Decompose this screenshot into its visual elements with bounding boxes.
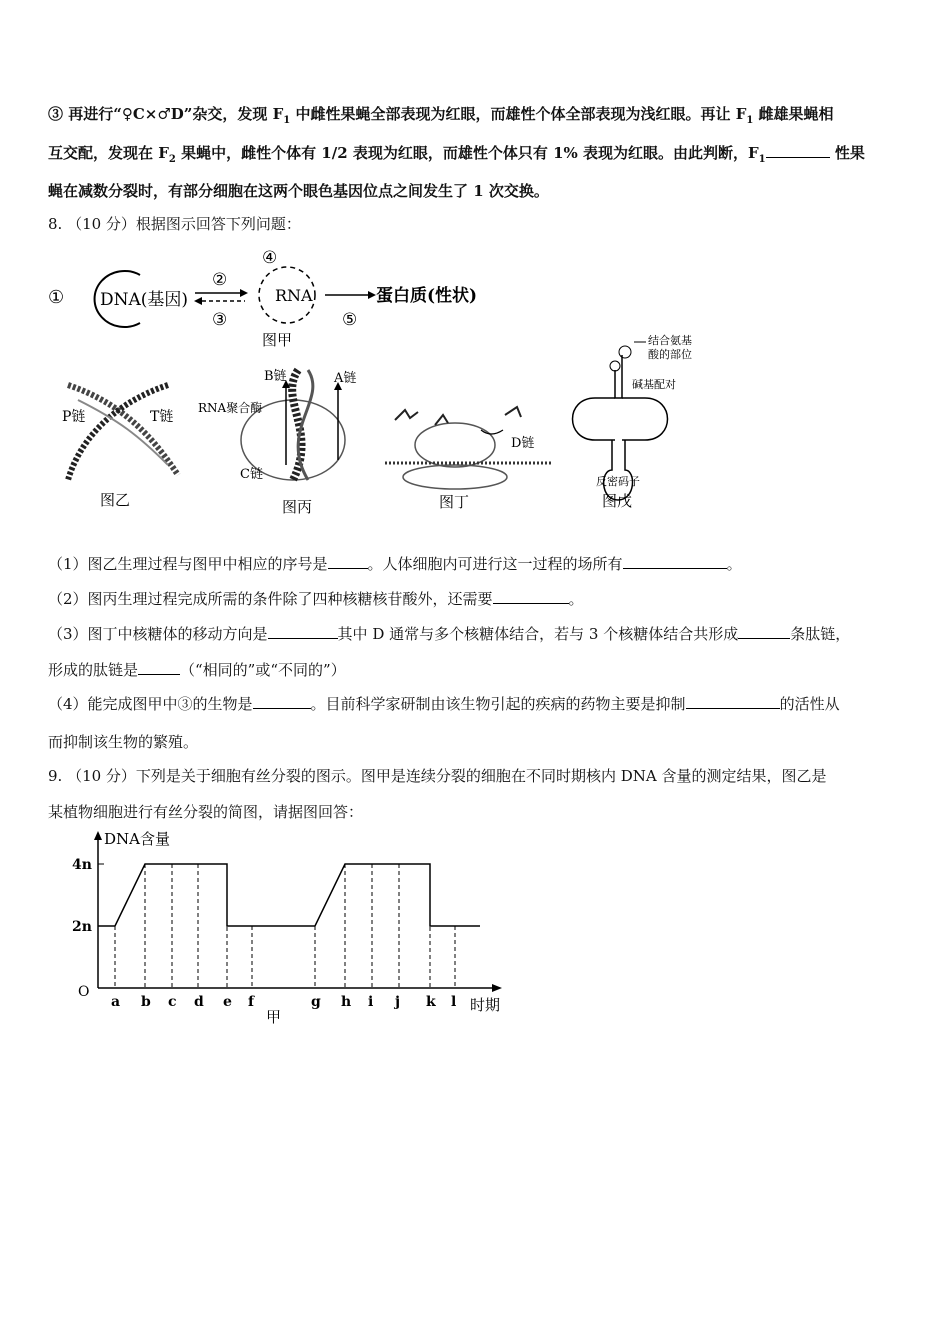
b-strand-label: B链 (264, 369, 287, 384)
q8-sub-3-cont: 形成的肽链是 （“相同的”或“不同的”） (48, 661, 346, 679)
x-tick-label: h (341, 994, 352, 1010)
y-tick-label: 4n (72, 857, 92, 873)
t-strand-label: T链 (150, 409, 174, 425)
label-4: ④ (262, 248, 278, 268)
figure-ding (375, 395, 555, 515)
x-tick-label: j (395, 994, 401, 1010)
q8-header: 8. （10 分）根据图示回答下列问题： (48, 215, 301, 233)
caption-wu: 图戊 (602, 492, 633, 510)
x-tick-label: b (141, 994, 151, 1010)
protein-label: 蛋白质(性状) (376, 286, 478, 306)
figure-yi (48, 365, 198, 515)
x-tick-label: g (311, 994, 321, 1010)
label-2: ② (212, 270, 228, 290)
y-tick-label: 2n (72, 919, 92, 935)
x-tick-label: d (194, 994, 204, 1010)
q9-line-2: 某植物细胞进行有丝分裂的简图，请据图回答： (48, 803, 364, 821)
label-1: ① (48, 287, 65, 308)
answer-blank[interactable] (686, 696, 780, 709)
q9-line-1: 9. （10 分）下列是关于细胞有丝分裂的图示。图甲是连续分裂的细胞在不同时期核内 DNA 含量的测定结果，图乙是 (48, 767, 827, 785)
answer-blank[interactable] (253, 696, 311, 709)
q8-sub-4-cont: 而抑制该生物的繁殖。 (48, 733, 199, 751)
figure-wu (560, 330, 730, 520)
chart-title: 甲 (266, 1008, 282, 1026)
q8-sub-1: （1）图乙生理过程与图甲中相应的序号是 。人体细胞内可进行这一过程的场所有 。 (48, 555, 742, 573)
p-strand-label: P链 (62, 409, 86, 425)
rna-polymerase-label: RNA聚合酶 (198, 401, 263, 415)
origin-label: O (78, 984, 90, 1000)
q7-line-2: 互交配，发现在 $F_2$ 果蝇中，雌性个体有 1/2 表现为红眼，而雄性个体只有 1% 表现为红眼。由此判断，$F_1$ 性果 (48, 144, 865, 165)
anticodon-label: 反密码子 (596, 475, 640, 488)
q7-line-3: 蝇在减数分裂时，有部分细胞在这两个眼色基因位点之间发生了 1 次交换。 (48, 182, 549, 200)
answer-blank[interactable] (493, 591, 569, 604)
a-strand-label: A链 (334, 371, 357, 386)
dna-content-chart (70, 828, 520, 1028)
label-5: ⑤ (342, 310, 358, 330)
q8-sub-4: （4）能完成图甲中③的生物是 。目前科学家研制由该生物引起的疾病的药物主要是抑制 的活性从 (48, 695, 840, 713)
x-tick-label: i (368, 994, 374, 1010)
q8-sub-2: （2）图丙生理过程完成所需的条件除了四种核糖核苷酸外，还需要 。 (48, 590, 584, 608)
q7-line-1: ③ 再进行“♀C×♂D”杂交，发现 $F_1$ 中雌性果蝇全部表现为红眼，而雄性个体全部表现为浅红眼。再让 $F_1$ 雌雄果蝇相 (48, 105, 834, 126)
y-axis-label: DNA含量 (104, 830, 170, 848)
binding-site-label-2: 酸的部位 (648, 348, 692, 361)
answer-blank[interactable] (623, 556, 727, 569)
caption-bing: 图丙 (282, 498, 313, 516)
answer-blank[interactable] (738, 626, 790, 639)
x-tick-label: e (223, 994, 232, 1010)
caption-jia: 图甲 (262, 331, 293, 349)
base-pairing-label: 碱基配对 (632, 378, 676, 391)
x-axis-label: 时期 (470, 996, 501, 1014)
binding-site-label: 结合氨基 (648, 334, 692, 347)
figure-jia (40, 245, 500, 355)
x-tick-label: f (248, 994, 255, 1010)
x-tick-label: c (168, 994, 177, 1010)
figure-bing (198, 360, 368, 520)
dna-label: DNA(基因) (100, 290, 189, 310)
caption-yi: 图乙 (100, 491, 131, 509)
label-3: ③ (212, 310, 228, 330)
d-strand-label: D链 (511, 436, 535, 451)
caption-ding: 图丁 (439, 493, 470, 511)
answer-blank[interactable] (328, 556, 368, 569)
answer-blank[interactable] (138, 662, 180, 675)
rna-label: RNA (275, 286, 313, 305)
x-tick-label: k (426, 994, 436, 1010)
x-tick-label: a (111, 994, 121, 1010)
answer-blank[interactable] (268, 626, 338, 639)
q8-sub-3: （3）图丁中核糖体的移动方向是 其中 D 通常与多个核糖体结合，若与 3 个核糖体结合共形成 条肽链， (48, 625, 851, 643)
dna-series-line (98, 864, 480, 926)
c-strand-label: C链 (240, 467, 263, 482)
answer-blank[interactable] (766, 145, 830, 158)
x-tick-label: l (451, 994, 457, 1010)
